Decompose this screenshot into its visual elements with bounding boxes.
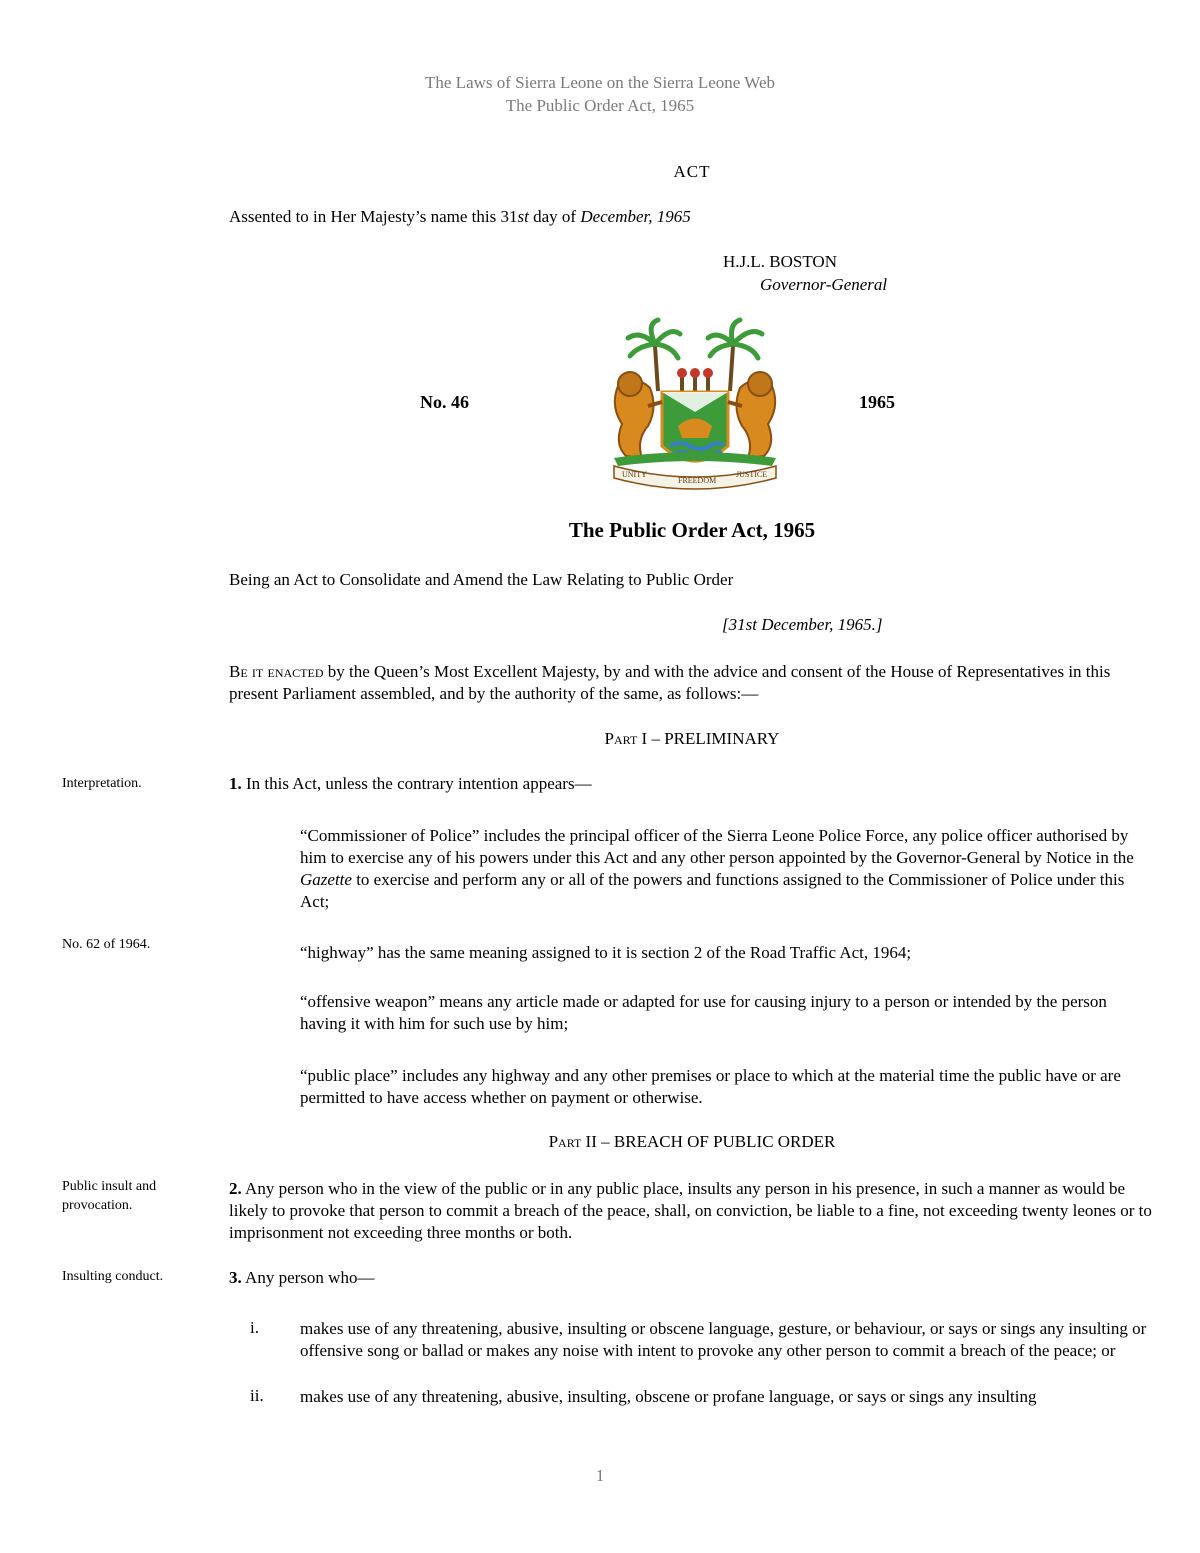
assent-middle: day of xyxy=(528,207,581,226)
torches-icon xyxy=(677,368,713,392)
definition-commissioner-b: to exercise and perform any or all of the powers and functions assigned to the Commissioner of Police under this Act; xyxy=(300,870,1125,911)
definition-highway: “highway” has the same meaning assigned to it is section 2 of the Road Traffic Act, 1964; xyxy=(300,943,912,962)
section-1-number: 1. xyxy=(229,774,242,793)
section-2-text: Any person who in the view of the public or in any public place, insults any person in his presence, in such a manner as would be likely to provoke that person to commit a breach of the peace, shall, on conviction, be liable to a fine, not exceeding twenty leones or to imprisonment not exceeding three months or both. xyxy=(229,1179,1152,1242)
section-1-text: In this Act, unless the contrary intention appears— xyxy=(241,774,592,793)
assent-line xyxy=(229,207,691,227)
part-1-title: – PRELIMINARY xyxy=(647,729,780,748)
section-3-lead xyxy=(229,1268,1154,1288)
section-2-number: 2. xyxy=(229,1179,242,1198)
section-3-text: Any person who— xyxy=(241,1268,375,1287)
coat-of-arms-icon xyxy=(600,316,790,491)
list-item-i: makes use of any threatening, abusive, insulting or obscene language, gesture, or behaviour, or says or sings any insulting or offensive song or ballad or makes any noise with intent to provoke any other person to commit a breach of the peace; or xyxy=(300,1319,1147,1360)
assent-prefix: Assented to in Her Majesty’s name this 31 xyxy=(229,207,518,226)
definition-offensive-weapon: “offensive weapon” means any article made or adapted for use for causing injury to a person or intended by the person having it with him for such use by him; xyxy=(300,992,1107,1033)
motto-freedom: FREEDOM xyxy=(678,476,717,485)
section-3-number: 3. xyxy=(229,1268,242,1287)
assent-date: December, 1965 xyxy=(580,207,691,226)
motto-justice: JUSTICE xyxy=(736,470,768,479)
shield-icon xyxy=(662,392,728,461)
motto-unity: UNITY xyxy=(622,470,647,479)
definition-commissioner xyxy=(300,825,1155,913)
margin-note-road-traffic: No. 62 of 1964. xyxy=(62,937,151,952)
enacting-text: by the Queen’s Most Excellent Majesty, by and with the advice and consent of the House of Representatives in this present Parliament assembled, and by the authority of the same, as follows:— xyxy=(229,662,1111,703)
enacting-lead: Be it enacted xyxy=(229,662,324,681)
enacting-formula xyxy=(229,661,1154,705)
definition-public-place: “public place” includes any highway and any other premises or place to which at the material time the public have or are permitted to have access whether on payment or otherwise. xyxy=(300,1066,1121,1107)
section-1-lead xyxy=(229,774,1154,794)
part-2-label: Part II xyxy=(548,1132,597,1151)
list-marker-ii: ii. xyxy=(250,1386,264,1405)
assent-st: st xyxy=(517,207,529,226)
running-header-title: The Laws of Sierra Leone on the Sierra Leone Web xyxy=(425,73,775,92)
coat-of-arms-emblem xyxy=(600,316,790,491)
part-1-label: Part I xyxy=(604,729,648,748)
margin-note-public-insult: Public insult and provocation. xyxy=(62,1179,157,1213)
part-1-heading xyxy=(0,729,1200,749)
section-2 xyxy=(229,1178,1154,1244)
lion-right-icon xyxy=(728,372,775,458)
gazette-term: Gazette xyxy=(300,870,352,889)
list-item-ii: makes use of any threatening, abusive, insulting, obscene or profane language, or says or sings any insulting xyxy=(300,1387,1037,1406)
page-number: 1 xyxy=(595,1466,605,1485)
part-2-title: – BREACH OF PUBLIC ORDER xyxy=(596,1132,836,1151)
definition-commissioner-a: “Commissioner of Police” includes the principal officer of the Sierra Leone Police Force, any police officer authorised by him to exercise any of his powers under this Act and any other person appointed by the Governor-General by Notice in the xyxy=(300,826,1134,867)
list-marker-i: i. xyxy=(250,1318,259,1337)
act-year: 1965 xyxy=(859,392,895,412)
long-title: Being an Act to Consolidate and Amend the Law Relating to Public Order xyxy=(229,570,734,589)
running-header-act: The Public Order Act, 1965 xyxy=(505,96,695,115)
margin-note-interpretation: Interpretation. xyxy=(62,776,142,791)
act-number: No. 46 xyxy=(420,392,469,412)
signatory-title: Governor-General xyxy=(760,275,888,294)
part-2-heading xyxy=(0,1132,1200,1152)
act-label: ACT xyxy=(673,162,711,181)
act-title: The Public Order Act, 1965 xyxy=(568,518,816,542)
margin-note-insulting-conduct: Insulting conduct. xyxy=(62,1269,164,1284)
signatory-name: H.J.L. BOSTON xyxy=(723,252,837,271)
lion-left-icon xyxy=(615,372,662,458)
commencement-date: [31st December, 1965.] xyxy=(722,615,883,634)
